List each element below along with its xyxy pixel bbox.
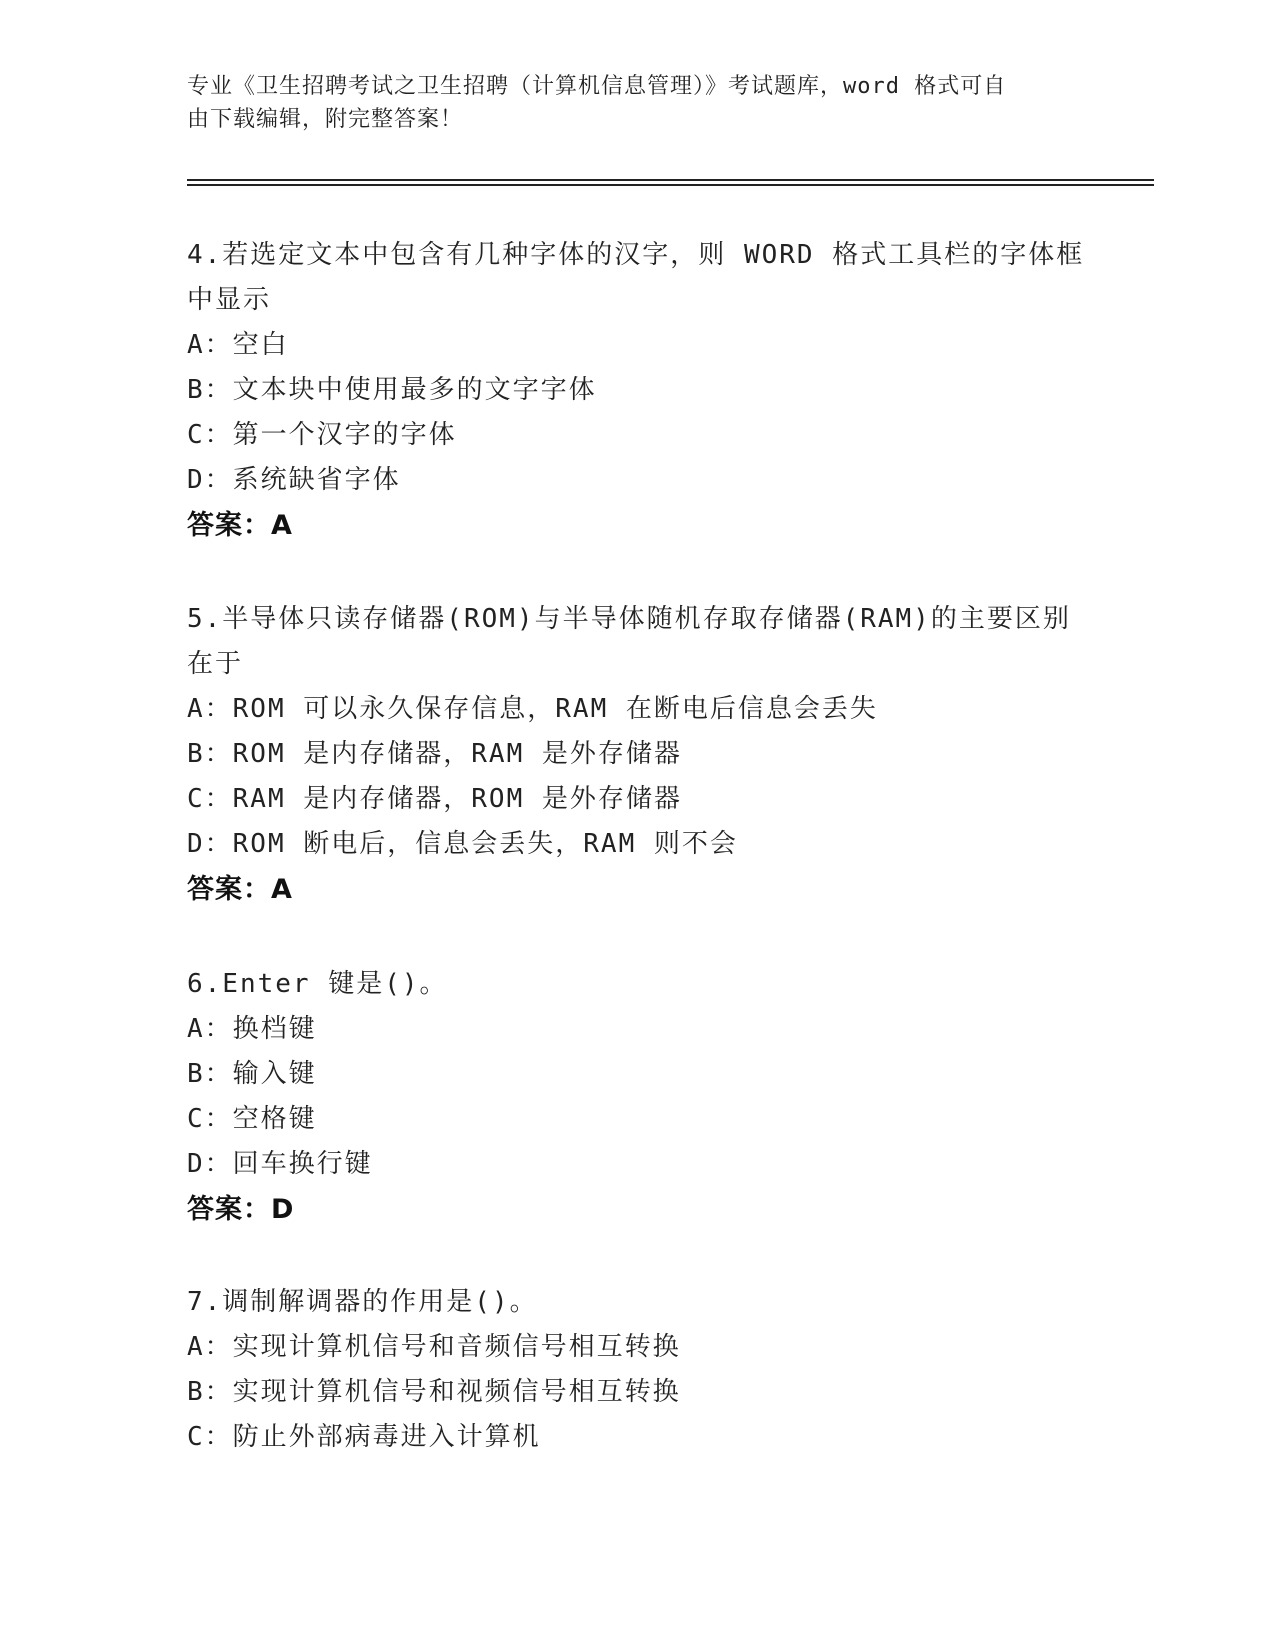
header-divider-bottom bbox=[187, 184, 1154, 186]
option-d: D：回车换行键 bbox=[187, 1149, 373, 1179]
option-b: B：实现计算机信号和视频信号相互转换 bbox=[187, 1377, 681, 1407]
answer: 答案：A bbox=[187, 510, 293, 541]
option-a: A：空白 bbox=[187, 330, 289, 360]
option-d: D：系统缺省字体 bbox=[187, 465, 401, 495]
header-line-2: 由下载编辑，附完整答案！ bbox=[187, 107, 464, 132]
option-d: D：ROM 断电后，信息会丢失，RAM 则不会 bbox=[187, 829, 738, 859]
option-c: C：第一个汉字的字体 bbox=[187, 420, 457, 450]
option-a: A：ROM 可以永久保存信息，RAM 在断电后信息会丢失 bbox=[187, 694, 878, 724]
option-b: B：文本块中使用最多的文字字体 bbox=[187, 375, 597, 405]
header-line-1: 专业《卫生招聘考试之卫生招聘（计算机信息管理）》考试题库，word 格式可自 bbox=[187, 74, 1007, 99]
option-c: C：防止外部病毒进入计算机 bbox=[187, 1422, 541, 1452]
option-c: C：RAM 是内存储器，ROM 是外存储器 bbox=[187, 784, 682, 814]
question-6 bbox=[187, 962, 1087, 1232]
question-stem: 6.Enter 键是()。 bbox=[187, 969, 448, 999]
option-a: A：换档键 bbox=[187, 1014, 317, 1044]
option-c: C：空格键 bbox=[187, 1104, 317, 1134]
question-4 bbox=[187, 233, 1087, 548]
option-b: B：输入键 bbox=[187, 1059, 317, 1089]
answer: 答案：A bbox=[187, 874, 293, 905]
option-a: A：实现计算机信号和音频信号相互转换 bbox=[187, 1332, 681, 1362]
question-stem-continued: 中显示 bbox=[187, 285, 272, 315]
option-b: B：ROM 是内存储器，RAM 是外存储器 bbox=[187, 739, 682, 769]
header-divider-top bbox=[187, 179, 1154, 181]
question-7 bbox=[187, 1280, 1087, 1460]
question-stem: 4.若选定文本中包含有几种字体的汉字，则 WORD 格式工具栏的字体框 bbox=[187, 240, 1085, 270]
document-header bbox=[187, 70, 1067, 136]
question-stem: 5.半导体只读存储器(ROM)与半导体随机存取存储器(RAM)的主要区别 bbox=[187, 604, 1071, 634]
answer: 答案：D bbox=[187, 1194, 295, 1225]
question-stem-continued: 在于 bbox=[187, 649, 244, 679]
question-5 bbox=[187, 597, 1087, 912]
question-stem: 7.调制解调器的作用是()。 bbox=[187, 1287, 538, 1317]
